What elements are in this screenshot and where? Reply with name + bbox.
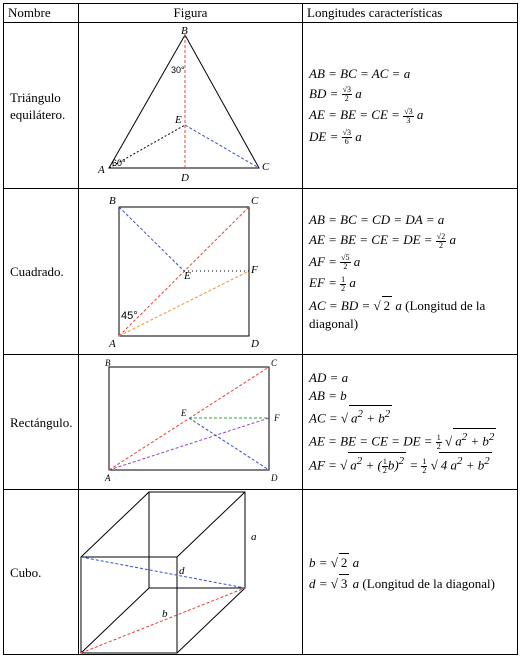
- label-C: C: [251, 195, 259, 207]
- label-C: C: [262, 161, 270, 173]
- label-A: A: [109, 338, 116, 350]
- table-row: [4, 23, 518, 189]
- geometry-table: [3, 3, 518, 655]
- formula-line: AF = √ $a^2$ + ( $\frac{1}{2}$ b)$^2$ = $\frac{1}{2}$ √ 4 $a^2 + b^2$: [309, 452, 517, 475]
- angle-top-label: 30°: [171, 65, 185, 75]
- label-B: B: [109, 195, 116, 207]
- label-d: d: [179, 565, 185, 577]
- formula-line: BD = $\frac{√3}{2}$ a: [309, 85, 362, 104]
- angle-label: 45°: [121, 310, 138, 322]
- formula-line: AD = a: [309, 370, 349, 386]
- formula-line: b = √ 2 a: [309, 554, 360, 570]
- label-D: D: [251, 338, 259, 350]
- square-diagram: [79, 189, 303, 354]
- triangle-diagram: [79, 23, 303, 188]
- formula-line: AC = BD = √ 2 a (Longitud de la: [309, 297, 486, 313]
- formula-line: AB = BC = AC = a: [309, 65, 411, 81]
- formula-line: AE = BE = CE = $\frac{√3}{3}$ a: [309, 106, 424, 125]
- row-name-rectangulo: Rectángulo.: [4, 355, 79, 490]
- label-D: D: [271, 473, 278, 483]
- header-nombre: Nombre: [4, 4, 79, 23]
- formulas-cuadrado: [303, 189, 518, 355]
- label-B: B: [181, 25, 188, 37]
- figure-cubo: [79, 490, 303, 655]
- angle-base-label: 60°: [112, 158, 126, 168]
- row-name-cubo: Cubo.: [4, 490, 79, 655]
- label-F: F: [274, 413, 280, 423]
- header-longitudes: Longitudes características: [303, 4, 518, 23]
- label-B: B: [105, 358, 111, 368]
- formula-line: AE = BE = CE = DE = $\frac{√2}{2}$ a: [309, 231, 456, 250]
- label-E: E: [181, 408, 187, 418]
- formula-line: diagonal): [309, 315, 359, 331]
- formula-line: DE = $\frac{√3}{6}$ a: [309, 128, 362, 147]
- table-row: [4, 490, 518, 655]
- label-C: C: [271, 358, 278, 368]
- formula-line: EF = $\frac{1}{2}$ a: [309, 274, 356, 293]
- label-b: b: [162, 608, 168, 620]
- table-row: [4, 189, 518, 355]
- label-D: D: [181, 172, 189, 184]
- table-row: [4, 355, 518, 490]
- figure-rectangulo: [79, 355, 303, 490]
- figure-triangulo: [79, 23, 303, 189]
- formulas-triangulo: [303, 23, 518, 189]
- cube-diagram: [79, 490, 303, 654]
- label-E: E: [184, 270, 191, 282]
- formula-line: AC = √ $a^2 + b^2$: [309, 405, 517, 426]
- formula-line: AF = $\frac{√5}{2}$ a: [309, 253, 361, 272]
- formula-line: AB = b: [309, 388, 347, 404]
- row-name-triangulo: Triángulo equilátero.: [4, 23, 79, 189]
- formulas-rectangulo: [303, 355, 518, 490]
- label-F: F: [251, 264, 258, 276]
- label-A: A: [98, 164, 105, 176]
- figure-cuadrado: [79, 189, 303, 355]
- formula-line: AB = BC = CD = DA = a: [309, 212, 445, 228]
- row-name-cuadrado: Cuadrado.: [4, 189, 79, 355]
- formulas-cubo: [303, 490, 518, 655]
- rectangle-diagram: [79, 355, 303, 489]
- label-A: A: [105, 473, 111, 483]
- label-E: E: [175, 114, 182, 126]
- formula-line: AE = BE = CE = DE = $\frac{1}{2}$ √ $a^2 + b^2$: [309, 428, 517, 451]
- geometry-table-sheet: [3, 3, 517, 651]
- header-row: [4, 4, 518, 23]
- label-a: a: [251, 531, 257, 543]
- formula-line: d = √ 3 a (Longitud de la diagonal): [309, 575, 495, 591]
- header-figura: Figura: [79, 4, 303, 23]
